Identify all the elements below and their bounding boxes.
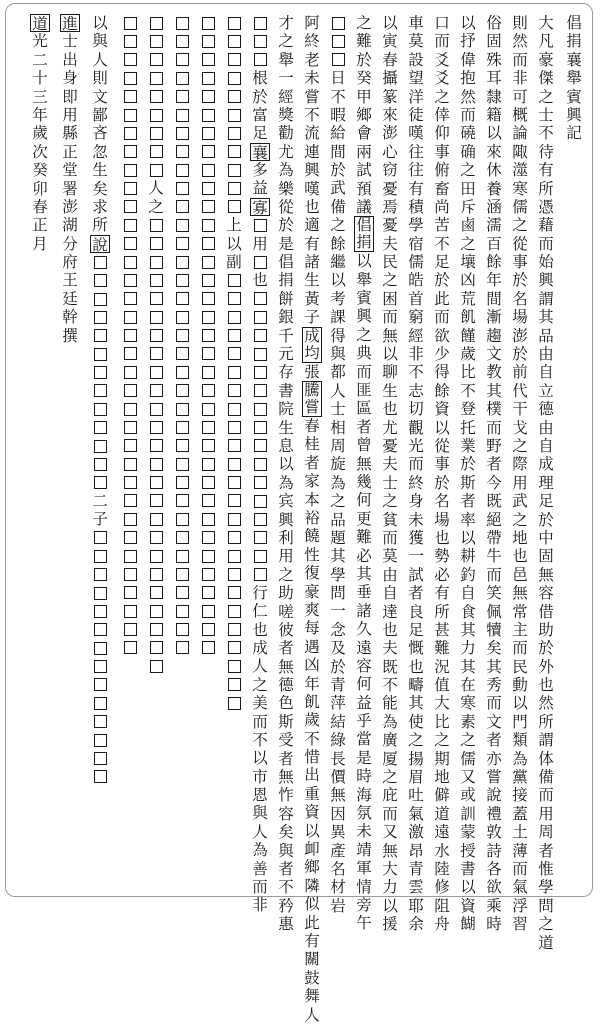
missing-character-box: [176, 421, 189, 434]
missing-character-box: [254, 495, 267, 508]
missing-character-box: [94, 605, 107, 618]
missing-character-box: [176, 311, 189, 324]
missing-character-box: [332, 53, 345, 66]
missing-character-box: [124, 347, 137, 360]
missing-character-box: [228, 72, 241, 85]
missing-character-box: [202, 605, 215, 618]
missing-character-box: [202, 164, 215, 177]
missing-character-box: [228, 531, 241, 544]
missing-character-box: [94, 384, 107, 397]
missing-character-box: [176, 219, 189, 232]
missing-character-box: [228, 568, 241, 581]
missing-character-box: [124, 35, 137, 48]
missing-character-box: [124, 421, 137, 434]
missing-character-box: [228, 35, 241, 48]
missing-character-box: [228, 164, 241, 177]
text-column-18: 以 與 人 則 文 鄙 吝 忽 生 矣 求 所 說 二 子: [90, 14, 110, 786]
missing-character-box: [124, 274, 137, 287]
missing-character-box: [94, 623, 107, 636]
missing-character-box: [254, 421, 267, 434]
missing-character-box: [228, 697, 241, 710]
missing-character-box: [254, 348, 267, 361]
text-column-16: 人 之: [146, 14, 166, 676]
missing-character-box: [94, 770, 107, 783]
missing-character-box: [254, 53, 267, 66]
missing-character-box: [254, 476, 267, 489]
missing-character-box: [124, 403, 137, 416]
missing-character-box: [176, 605, 189, 618]
missing-character-box: [254, 292, 267, 305]
missing-character-box: [228, 347, 241, 360]
missing-character-box: [150, 531, 163, 544]
missing-character-box: [254, 256, 267, 269]
missing-character-box: [124, 90, 137, 103]
missing-character-box: [332, 35, 345, 48]
missing-character-box: [202, 17, 215, 30]
missing-character-box: [94, 256, 107, 269]
missing-character-box: [94, 697, 107, 710]
missing-character-box: [228, 439, 241, 452]
missing-character-box: [202, 200, 215, 213]
missing-character-box: [124, 623, 137, 636]
missing-character-box: [150, 72, 163, 85]
missing-character-box: [176, 53, 189, 66]
missing-character-box: [202, 256, 215, 269]
missing-character-box: [94, 568, 107, 581]
missing-character-box: [124, 292, 137, 305]
missing-character-box: [176, 292, 189, 305]
missing-character-box: [150, 623, 163, 636]
missing-character-box: [150, 17, 163, 30]
missing-character-box: [94, 752, 107, 765]
missing-character-box: [124, 458, 137, 471]
missing-character-box: [94, 715, 107, 728]
missing-character-box: [254, 384, 267, 397]
missing-character-box: [150, 53, 163, 66]
missing-character-box: [94, 660, 107, 673]
missing-character-box: [202, 641, 215, 654]
missing-character-box: [176, 347, 189, 360]
missing-character-box: [228, 127, 241, 140]
boxed-character: 成 均: [302, 327, 322, 363]
missing-character-box: [150, 550, 163, 563]
missing-character-box: [150, 274, 163, 287]
missing-character-box: [124, 127, 137, 140]
missing-character-box: [202, 531, 215, 544]
missing-character-box: [228, 641, 241, 654]
missing-character-box: [202, 568, 215, 581]
missing-character-box: [124, 311, 137, 324]
missing-character-box: [124, 641, 137, 654]
missing-character-box: [150, 476, 163, 489]
missing-character-box: [150, 421, 163, 434]
missing-character-box: [150, 35, 163, 48]
missing-character-box: [176, 17, 189, 30]
missing-character-box: [150, 384, 163, 397]
missing-character-box: [150, 347, 163, 360]
missing-character-box: [176, 494, 189, 507]
missing-character-box: [150, 568, 163, 581]
missing-character-box: [124, 531, 137, 544]
missing-character-box: [202, 550, 215, 563]
missing-character-box: [254, 531, 267, 544]
missing-character-box: [94, 531, 107, 544]
missing-character-box: [94, 476, 107, 489]
text-column-11: 才 之 舉 一 經 獎 勸 尤 為 樂 從 於 是 倡 捐 餅 銀 千 元 存 書 院 生 息 以 為 宾 興 利 用 之 助 嗟 彼 者 無 德 色 斯 受 者 無 怍 容 矣 與 者 不 矜 惠: [278, 14, 294, 934]
text-column-5: 口 而 爻 爻 之 倖 仰 事 俯 畜 尚 苦 不 足 於 此 而 欲 少 得 餘 資 以 從 事 於 名 場 也 勢 必 有 所 甚 難 況 值 大 比 之 期 地 僻 道 遠 水 陸 修 阻 舟: [434, 14, 450, 934]
missing-character-box: [202, 237, 215, 250]
missing-character-box: [124, 439, 137, 452]
boxed-character: 寡: [250, 198, 270, 216]
missing-character-box: [202, 458, 215, 471]
missing-character-box: [150, 164, 163, 177]
missing-character-box: [228, 366, 241, 379]
missing-character-box: [202, 421, 215, 434]
missing-character-box: [254, 568, 267, 581]
missing-character-box: [202, 35, 215, 48]
missing-character-box: [176, 90, 189, 103]
missing-character-box: [202, 513, 215, 526]
missing-character-box: [202, 90, 215, 103]
missing-character-box: [228, 605, 241, 618]
missing-character-box: [202, 219, 215, 232]
missing-character-box: [150, 329, 163, 342]
missing-character-box: [176, 513, 189, 526]
missing-character-box: [228, 274, 241, 287]
missing-character-box: [94, 734, 107, 747]
missing-character-box: [176, 200, 189, 213]
missing-character-box: [254, 35, 267, 48]
boxed-character: 說: [90, 235, 110, 253]
missing-character-box: [176, 641, 189, 654]
missing-character-box: [254, 329, 267, 342]
missing-character-box: [176, 476, 189, 489]
missing-character-box: [176, 623, 189, 636]
boxed-character: 騰 嘗: [302, 381, 322, 417]
missing-character-box: [176, 72, 189, 85]
missing-character-box: [150, 109, 163, 122]
missing-character-box: [150, 458, 163, 471]
missing-character-box: [228, 623, 241, 636]
text-column-1: 大 凡 豪 傑 之 士 不 待 有 所 憑 藉 而 始 興 謂 其 品 由 自 立 德 由 自 成 理 足 於 中 固 無 容 借 助 於 外 也 然 所 謂 体 備 而 用 周 者 惟 學 問 之 道: [538, 14, 554, 952]
text-column-9: 日 不 暇 給 間 於 武 備 之 餘 繼 以 考 課 得 與 都 人 士 相 周 旋 為 之 品 題 其 學 問 一 念 及 於 青 萍 結 綠 長 價 無 因 異 產 名 材 岩: [328, 14, 348, 915]
missing-character-box: [176, 439, 189, 452]
boxed-character: 襄: [250, 143, 270, 161]
missing-character-box: [202, 439, 215, 452]
missing-character-box: [150, 127, 163, 140]
missing-character-box: [202, 366, 215, 379]
text-column-13: 上 以 副: [224, 14, 244, 712]
missing-character-box: [94, 550, 107, 563]
missing-character-box: [228, 678, 241, 691]
text-column-12: 根 於 富 足 襄 多 益 寡 用 也 行 仁 也 成 人 之 美 而 不 以 市 恩 與 人 為 善 而 非: [250, 14, 270, 915]
missing-character-box: [254, 219, 267, 232]
missing-character-box: [94, 366, 107, 379]
missing-character-box: [150, 641, 163, 654]
missing-character-box: [176, 586, 189, 599]
missing-character-box: [150, 513, 163, 526]
missing-character-box: [124, 219, 137, 232]
missing-character-box: [176, 531, 189, 544]
missing-character-box: [124, 513, 137, 526]
missing-character-box: [94, 311, 107, 324]
missing-character-box: [228, 145, 241, 158]
missing-character-box: [228, 90, 241, 103]
missing-character-box: [228, 200, 241, 213]
missing-character-box: [150, 256, 163, 269]
text-column-8: 之 難 於 癸 甲 鄉 會 兩 試 預 議 倡 捐 以 舉 賓 興 之 典 而 匪 區 者 曾 無 幾 何 更 難 必 其 垂 諸 久 遠 容 何 益 乎 當 是 時 海 氛 未 靖 軍 情 旁 午: [354, 14, 374, 933]
missing-character-box: [124, 164, 137, 177]
missing-character-box: [228, 660, 241, 673]
missing-character-box: [94, 587, 107, 600]
text-column-14: [198, 14, 218, 657]
missing-character-box: [254, 403, 267, 416]
missing-character-box: [176, 164, 189, 177]
missing-character-box: [202, 623, 215, 636]
missing-character-box: [124, 53, 137, 66]
missing-character-box: [254, 439, 267, 452]
missing-character-box: [124, 109, 137, 122]
missing-character-box: [228, 109, 241, 122]
missing-character-box: [150, 311, 163, 324]
missing-character-box: [202, 347, 215, 360]
boxed-character: 進: [60, 14, 80, 32]
missing-character-box: [332, 17, 345, 30]
text-column-10: 阿 終 老 未 嘗 不 流 連 興 嘆 也 適 有 諸 生 黃 子 成 均 張 騰 嘗 春 桂 者 家 本 裕 饒 性 復 豪 爽 每 遇 凶 年 飢 歲 不 惜 出 重 資 以 卹 鄉 隣 似 此 有 關 鼓 舞 人: [302, 14, 322, 1024]
missing-character-box: [94, 421, 107, 434]
missing-character-box: [228, 17, 241, 30]
missing-character-box: [202, 329, 215, 342]
missing-character-box: [94, 678, 107, 691]
missing-character-box: [254, 458, 267, 471]
missing-character-box: [228, 513, 241, 526]
missing-character-box: [254, 513, 267, 526]
text-column-7: 以 寅 春 攝 篆 來 澎 心 窃 憂 焉 憂 夫 民 之 困 而 無 以 聊 生 也 尤 憂 夫 士 之 貧 而 莫 由 自 達 也 夫 既 不 能 為 廣 厦 之 庇 而 又 無 大 力 以 援: [382, 14, 398, 934]
missing-character-box: [124, 182, 137, 195]
missing-character-box: [202, 274, 215, 287]
missing-character-box: [202, 145, 215, 158]
missing-character-box: [202, 384, 215, 397]
missing-character-box: [124, 550, 137, 563]
missing-character-box: [124, 586, 137, 599]
missing-character-box: [176, 568, 189, 581]
text-column-2: 則 然 而 非 可 概 論 陬 澨 寒 儒 之 從 事 於 名 場 澎 於 前 代 干 戈 之 際 用 武 之 地 也 邑 無 常 主 而 民 動 以 門 類 為 黨 接 蓋 土 薄 而 氣 浮 習: [512, 14, 528, 934]
missing-character-box: [254, 311, 267, 324]
missing-character-box: [228, 494, 241, 507]
missing-character-box: [228, 476, 241, 489]
text-column-17: [120, 14, 140, 657]
missing-character-box: [254, 366, 267, 379]
missing-character-box: [124, 384, 137, 397]
text-column-4: 以 抒 偉 抱 然 而 磽 确 之 田 斥 鹵 之 壤 凶 荒 飢 饉 歲 比 不 登 托 業 於 斯 者 率 以 耕 釣 自 食 其 力 其 在 寒 素 之 儒 又 或 訓 蒙 授 書 以 資 餬: [460, 14, 476, 934]
missing-character-box: [176, 109, 189, 122]
missing-character-box: [176, 329, 189, 342]
missing-character-box: [202, 494, 215, 507]
missing-character-box: [202, 586, 215, 599]
missing-character-box: [228, 311, 241, 324]
missing-character-box: [202, 127, 215, 140]
missing-character-box: [176, 35, 189, 48]
missing-character-box: [124, 568, 137, 581]
missing-character-box: [124, 476, 137, 489]
missing-character-box: [202, 292, 215, 305]
missing-character-box: [228, 458, 241, 471]
text-column-6: 車 莫 設 望 洋 徒 嘆 往 往 有 積 學 宿 儒 皓 首 窮 經 非 不 志 切 觀 光 而 終 身 未 獲 一 試 者 良 足 慨 也 疇 其 使 之 揚 眉 吐 氣 激 昂 青 雲 耶 余: [408, 14, 424, 934]
missing-character-box: [150, 219, 163, 232]
missing-character-box: [150, 145, 163, 158]
missing-character-box: [124, 605, 137, 618]
missing-character-box: [228, 384, 241, 397]
text-column-3: 俗 固 殊 耳 隸 籍 以 來 休 養 涵 濡 百 餘 年 間 漸 趨 文 教 其 樸 而 野 者 今 既 絕 帶 牛 而 笑 佩 犢 矣 其 秀 而 文 者 亦 嘗 說 禮 敦 詩 各 欲 乘 時: [486, 14, 502, 934]
missing-character-box: [202, 109, 215, 122]
text-column-15: [172, 14, 192, 657]
missing-character-box: [94, 274, 107, 287]
document-title: 倡 捐 襄 舉 賓 興 記: [566, 14, 582, 143]
missing-character-box: [150, 586, 163, 599]
missing-character-box: [202, 476, 215, 489]
missing-character-box: [202, 182, 215, 195]
missing-character-box: [228, 292, 241, 305]
missing-character-box: [150, 494, 163, 507]
missing-character-box: [94, 642, 107, 655]
missing-character-box: [228, 182, 241, 195]
boxed-character: 道: [30, 14, 50, 32]
missing-character-box: [124, 237, 137, 250]
missing-character-box: [150, 660, 163, 673]
missing-character-box: [176, 127, 189, 140]
missing-character-box: [150, 366, 163, 379]
missing-character-box: [176, 366, 189, 379]
missing-character-box: [124, 366, 137, 379]
missing-character-box: [202, 311, 215, 324]
missing-character-box: [150, 605, 163, 618]
missing-character-box: [94, 403, 107, 416]
missing-character-box: [176, 458, 189, 471]
missing-character-box: [150, 90, 163, 103]
missing-character-box: [150, 403, 163, 416]
missing-character-box: [176, 403, 189, 416]
missing-character-box: [124, 494, 137, 507]
missing-character-box: [124, 329, 137, 342]
missing-character-box: [176, 182, 189, 195]
missing-character-box: [176, 550, 189, 563]
missing-character-box: [124, 256, 137, 269]
missing-character-box: [228, 403, 241, 416]
missing-character-box: [254, 550, 267, 563]
missing-character-box: [124, 145, 137, 158]
missing-character-box: [176, 145, 189, 158]
missing-character-box: [228, 421, 241, 434]
missing-character-box: [150, 237, 163, 250]
missing-character-box: [202, 53, 215, 66]
missing-character-box: [94, 458, 107, 471]
missing-character-box: [124, 72, 137, 85]
missing-character-box: [94, 329, 107, 342]
missing-character-box: [176, 237, 189, 250]
missing-character-box: [94, 440, 107, 453]
missing-character-box: [228, 329, 241, 342]
missing-character-box: [94, 293, 107, 306]
missing-character-box: [150, 292, 163, 305]
missing-character-box: [176, 384, 189, 397]
missing-character-box: [228, 550, 241, 563]
missing-character-box: [124, 17, 137, 30]
author-signature: 進 士 出 身 即 用 縣 正 堂 署 澎 湖 分 府 王 廷 幹 撰: [60, 14, 80, 345]
missing-character-box: [176, 256, 189, 269]
missing-character-box: [150, 439, 163, 452]
date-line: 道 光 二 十 三 年 歲 次 癸 卯 春 正 月: [30, 14, 50, 253]
missing-character-box: [202, 403, 215, 416]
missing-character-box: [94, 348, 107, 361]
missing-character-box: [202, 72, 215, 85]
missing-character-box: [176, 274, 189, 287]
missing-character-box: [124, 200, 137, 213]
missing-character-box: [228, 586, 241, 599]
boxed-character: 倡 捐: [354, 216, 374, 252]
missing-character-box: [254, 17, 267, 30]
missing-character-box: [228, 53, 241, 66]
